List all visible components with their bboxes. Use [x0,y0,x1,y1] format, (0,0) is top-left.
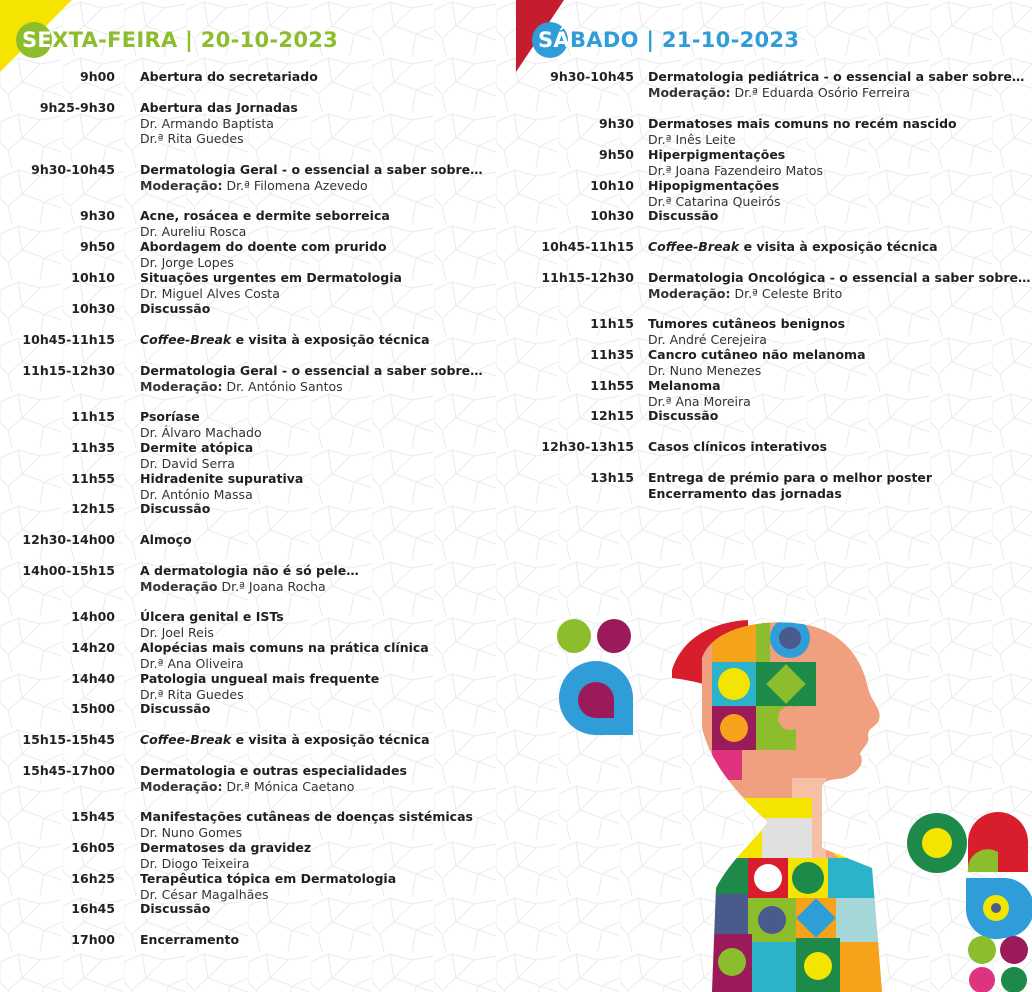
decorative-ab-icon [906,812,1032,992]
friday-heading: SE XTA-FEIRA | 20-10-2023 [22,25,338,55]
mosaic-woman-illustration [672,618,904,992]
saturday-heading: SÁ BADO | 21-10-2023 [538,25,799,55]
jornadas-logo-icon [556,618,636,736]
